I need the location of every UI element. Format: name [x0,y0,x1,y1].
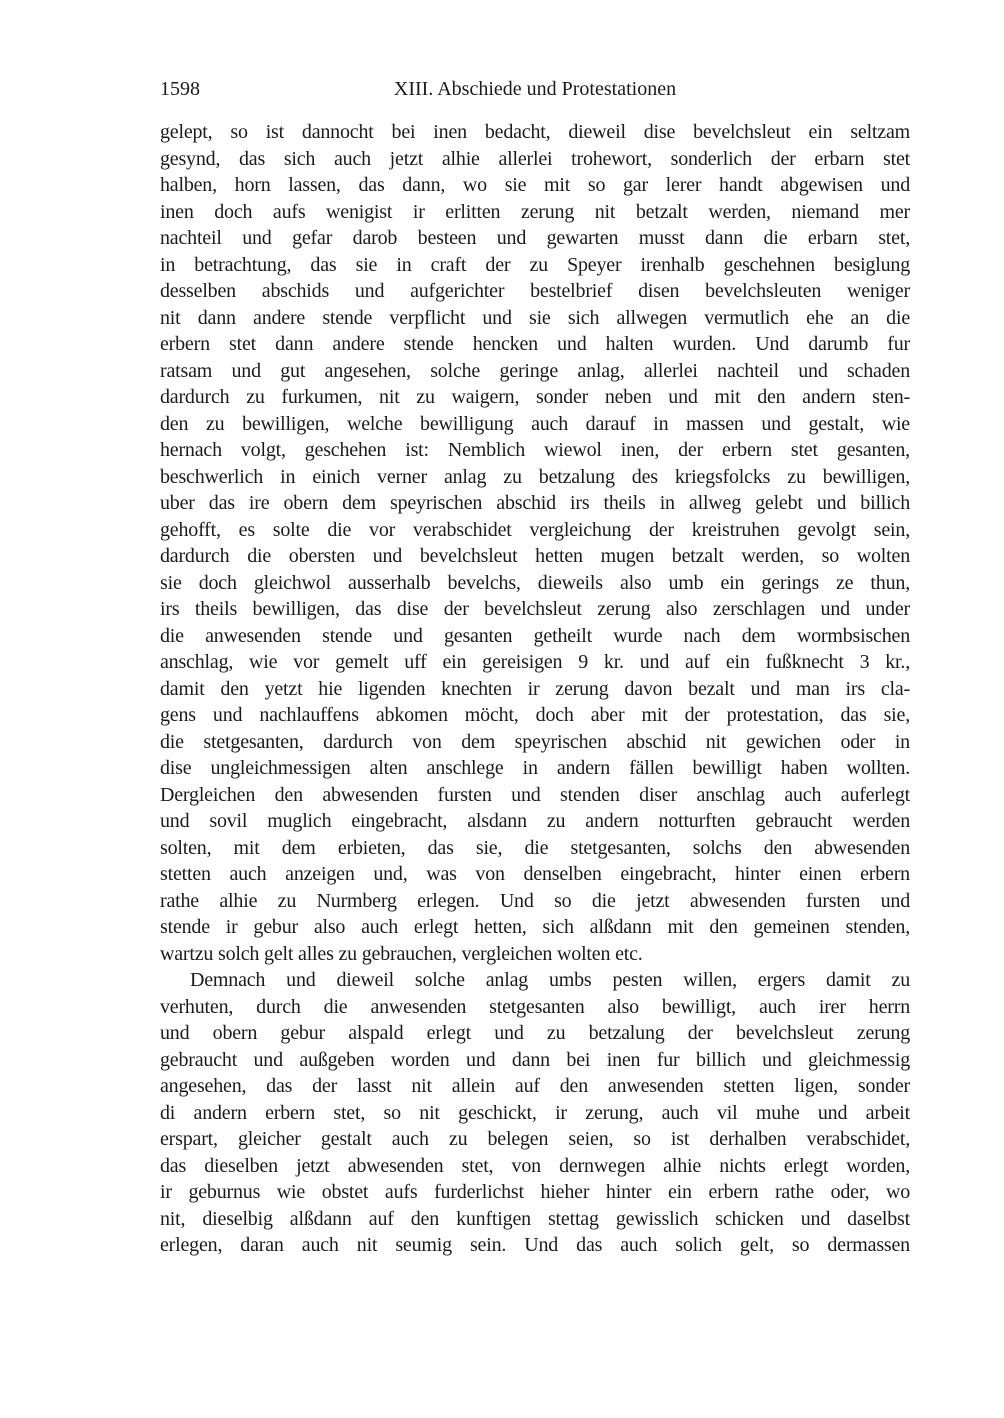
text-line: inen doch aufs wenigist ir erlitten zerung nit betzalt werden, niemand mer [160,200,910,223]
text-block [160,119,910,1259]
text-line: die stetgesanten, dardurch von dem speyrischen abschid nit gewichen oder in [160,730,910,753]
text-line: dardurch zu furkumen, nit zu waigern, sonder neben und mit den andern sten- [160,386,910,408]
paragraph [160,119,910,967]
text-line: gebraucht und außgeben worden und dann bei inen fur billich und gleichmessig [160,1048,910,1071]
text-line: beschwerlich in einich verner anlag zu betzalung des kriegsfolcks zu bewilligen, [160,465,910,488]
text-line: das dieselben jetzt abwesenden stet, von dernwegen alhie nichts erlegt worden, [160,1154,910,1177]
text-line: irs theils bewilligen, das dise der bevelchsleut zerung also zerschlagen und under [160,598,910,620]
text-line: Dergleichen den abwesenden fursten und stenden diser anschlag auch auferlegt [160,783,910,806]
text-line: desselben abschids und aufgerichter bestelbrief disen bevelchsleuten weniger [160,280,910,302]
text-line: stende ir gebur also auch erlegt hetten, sich alßdann mit den gemeinen stenden, [160,916,910,938]
text-line: gelept, so ist dannocht bei inen bedacht, dieweil dise bevelchsleut ein seltzam [160,121,910,143]
running-header-title: XIII. Abschiede und Protestationen [393,78,677,100]
text-line: anschlag, wie vor gemelt uff ein gereisigen 9 kr. und auf ein fußknecht 3 kr., [160,651,910,673]
text-line: den zu bewilligen, welche bewilligung auch darauf in massen und gestalt, wie [160,412,910,435]
text-line: Demnach und dieweil solche anlag umbs pesten willen, ergers damit zu [190,969,910,991]
text-line: erspart, gleicher gestalt auch zu belegen seien, so ist derhalben verabschidet, [160,1128,910,1150]
text-line: di andern erbern stet, so nit geschickt, ir zerung, auch vil muhe und arbeit [160,1101,910,1124]
text-line: ratsam und gut angesehen, solche geringe anlag, allerlei nachteil und schaden [160,359,910,382]
text-line: dardurch die obersten und bevelchsleut hetten mugen betzalt werden, so wolten [160,545,910,567]
text-line: nachteil und gefar darob besteen und gewarten musst dann die erbarn stet, [160,227,910,249]
paragraph [160,967,910,1259]
text-line: rathe alhie zu Nurmberg erlegen. Und so die jetzt abwesenden fursten und [160,889,910,912]
text-line: die anwesenden stende und gesanten getheilt wurde nach dem wormbsischen [160,624,910,647]
text-line: ir geburnus wie obstet aufs furderlichst hieher hinter ein erbern rathe oder, wo [160,1181,910,1203]
text-line: dise ungleichmessigen alten anschlege in andern fällen bewilligt haben wollten. [160,757,910,779]
page-number: 1598 [160,78,200,100]
text-line: wartzu solch gelt alles zu gebrauchen, vergleichen wolten etc. [160,942,643,965]
text-line: und obern gebur alspald erlegt und zu betzalung der bevelchsleut zerung [160,1022,910,1044]
text-line: erlegen, daran auch nit seumig sein. Und das auch solich gelt, so dermassen [160,1234,910,1256]
text-line: nit, dieselbig alßdann auf den kunftigen stettag gewisslich schicken und daselbst [160,1207,910,1230]
text-line: gesynd, das sich auch jetzt alhie allerlei trohewort, sonderlich der erbarn stet [160,147,910,170]
text-line: gehofft, es solte die vor verabschidet vergleichung der kreistruhen gevolgt sein, [160,518,910,541]
text-line: stetten auch anzeigen und, was von denselben eingebracht, hinter einen erbern [160,863,910,885]
text-line: erbern stet dann andere stende hencken und halten wurden. Und darumb fur [160,333,910,355]
text-line: uber das ire obern dem speyrischen abschid irs theils in allweg gelebt und billich [160,492,910,514]
text-line: halben, horn lassen, das dann, wo sie mit so gar lerer handt abgewisen und [160,174,910,196]
text-line: nit dann andere stende verpflicht und sie sich allwegen vermutlich ehe an die [160,306,910,329]
text-line: in betrachtung, das sie in craft der zu Speyer irenhalb geschehnen besiglung [160,253,910,276]
text-line: solten, mit dem erbieten, das sie, die stetgesanten, solchs den abwesenden [160,836,910,859]
text-line: sie doch gleichwol ausserhalb bevelchs, dieweils also umb ein gerings ze thun, [160,571,910,594]
running-header [160,76,910,103]
text-line: angesehen, das der lasst nit allein auf den anwesenden stetten ligen, sonder [160,1075,910,1097]
text-line: hernach volgt, geschehen ist: Nemblich wiewol inen, der erbern stet gesanten, [160,439,910,461]
text-line: verhuten, durch die anwesenden stetgesanten also bewilligt, auch irer herrn [160,995,910,1018]
text-line: und sovil muglich eingebracht, alsdann zu andern notturften gebraucht werden [160,810,910,832]
text-line: damit den yetzt hie ligenden knechten ir zerung davon bezalt und man irs cla- [160,677,910,700]
text-line: gens und nachlauffens abkomen möcht, doch aber mit der protestation, das sie, [160,704,910,726]
